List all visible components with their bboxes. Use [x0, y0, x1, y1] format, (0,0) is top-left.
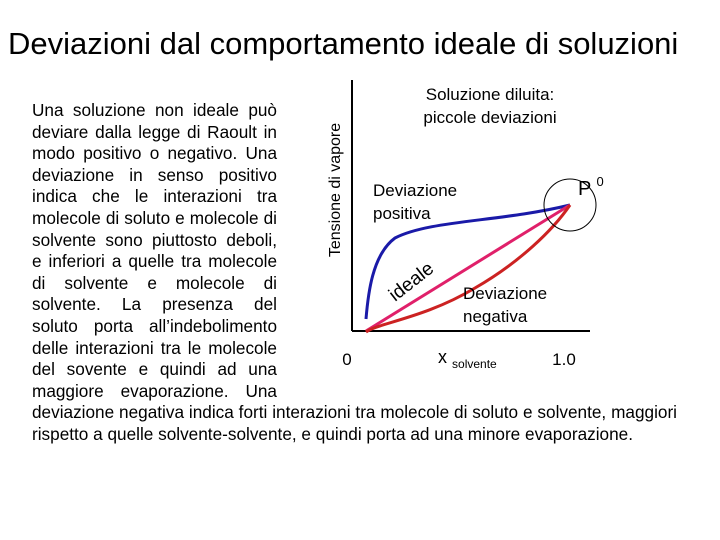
body-paragraph: Una soluzione non ideale può deviare dalla legge di Raoult in modo positivo o negativo. Una deviazione in senso positivo indica che le interazioni tra molecole di soluto e molecole di solvente sono piuttosto deboli, e inferiori a quelle tra molecole di solvente e molecole di solvente. La presenza del soluto porta all’indebolimento delle interazioni tra le molecole del sovente e quindi ad una maggiore evaporazione. Una deviazione negativa indica forti interazioni tra molecole di soluto e solvente, maggiori rispetto a quelle solvente-solvente, e quindi porta ad una minore evaporazione. — [32, 100, 677, 444]
p0-superscript: 0 — [596, 174, 604, 189]
positive-deviation-label-line2: positiva — [373, 204, 431, 223]
slide-title: Deviazioni dal comportamento ideale di soluzioni — [8, 26, 679, 61]
x-axis-label-sub: solvente — [452, 357, 497, 371]
negative-deviation-label-line1: Deviazione — [463, 284, 548, 303]
negative-deviation-label-line2: negativa — [463, 307, 528, 326]
dilute-label-line1: Soluzione diluita: — [425, 85, 555, 104]
x-axis-label-main: x — [438, 347, 447, 367]
x-tick-label-1: 1.0 — [552, 350, 576, 369]
positive-deviation-label-line1: Deviazione — [373, 181, 458, 200]
ideal-line-label: ideale — [385, 258, 439, 306]
y-axis-label: Tensione di vapore — [327, 122, 344, 258]
p0-label — [578, 174, 604, 200]
x-axis-label — [438, 347, 497, 371]
dilute-label-line2: piccole deviazioni — [423, 108, 557, 127]
vapor-pressure-chart — [300, 80, 720, 380]
x-tick-label-0: 0 — [342, 350, 352, 369]
p0-text: P — [578, 178, 591, 200]
